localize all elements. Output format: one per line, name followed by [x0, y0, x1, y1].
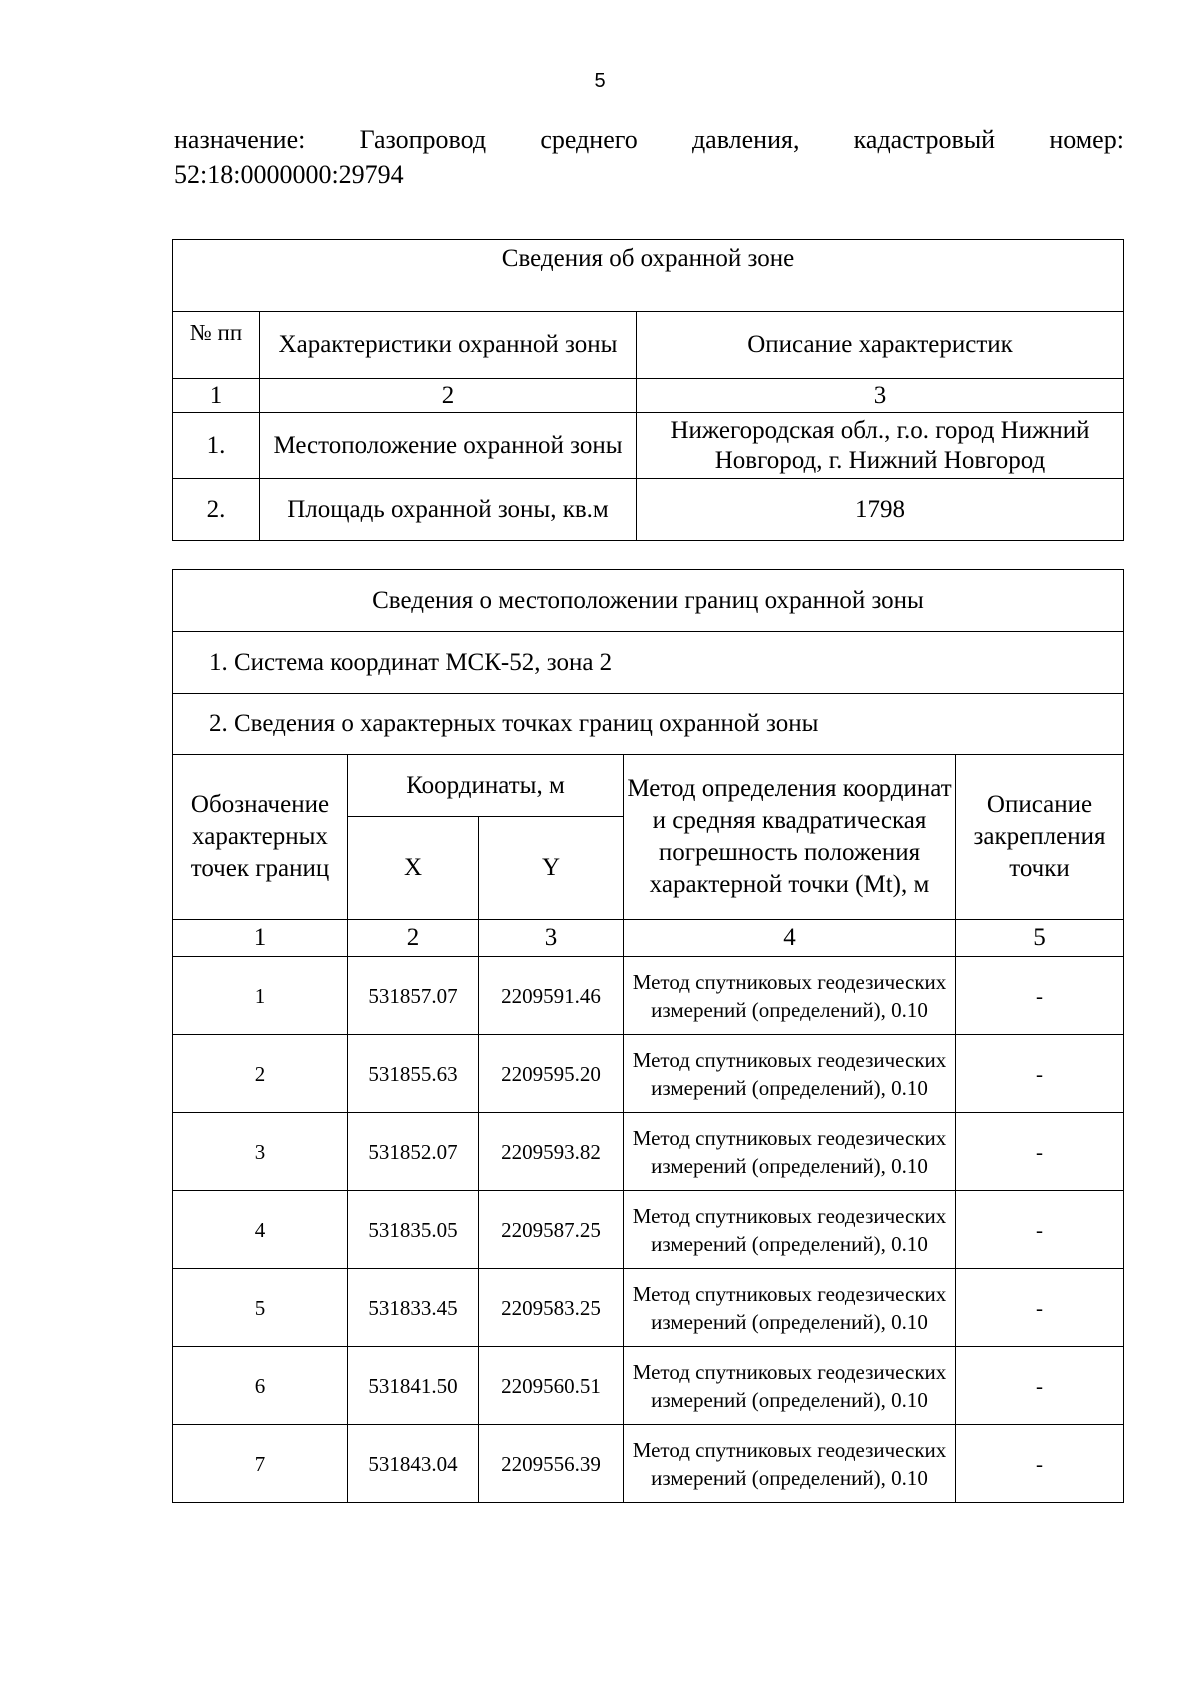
description-cell: Нижегородская обл., г.о. город Нижний Новгород, г. Нижний Новгород [637, 413, 1124, 479]
table-row [173, 957, 1124, 1035]
column-number-cell: 5 [956, 920, 1124, 957]
method-cell: Метод спутниковых геодезических измерений (определений), 0.10 [624, 957, 956, 1035]
point-cell: 7 [173, 1425, 348, 1503]
fixing-cell: - [956, 1035, 1124, 1113]
point-cell: 2 [173, 1035, 348, 1113]
y-coordinate-cell: 2209591.46 [479, 957, 624, 1035]
point-cell: 1 [173, 957, 348, 1035]
fixing-cell: - [956, 1347, 1124, 1425]
column-number-cell: 1 [173, 920, 348, 957]
fixing-cell: - [956, 1191, 1124, 1269]
column-number-cell: 2 [348, 920, 479, 957]
x-coordinate-cell: 531852.07 [348, 1113, 479, 1191]
row-number: 1. [173, 413, 260, 479]
y-coordinate-cell: 2209595.20 [479, 1035, 624, 1113]
zone-table-title: Сведения об охранной зоне [173, 240, 1124, 312]
x-coordinate-cell: 531843.04 [348, 1425, 479, 1503]
intro-word: назначение: [174, 125, 306, 154]
page-number: 5 [594, 70, 606, 92]
characteristic-cell: Площадь охранной зоны, кв.м [260, 479, 637, 541]
column-number-cell: 1 [173, 379, 260, 413]
fixing-cell: - [956, 957, 1124, 1035]
column-number-cell: 4 [624, 920, 956, 957]
fixing-cell: - [956, 1113, 1124, 1191]
header-coordinates: Координаты, м [348, 755, 624, 817]
boundary-table-title: Сведения о местоположении границ охранной зоны [173, 570, 1124, 632]
row-number: 2. [173, 479, 260, 541]
intro-word: среднего [540, 125, 638, 154]
x-coordinate-cell: 531841.50 [348, 1347, 479, 1425]
intro-word: Газопровод [359, 125, 487, 154]
y-coordinate-cell: 2209560.51 [479, 1347, 624, 1425]
fixing-cell: - [956, 1425, 1124, 1503]
point-cell: 5 [173, 1269, 348, 1347]
header-characteristics: Характеристики охранной зоны [260, 312, 637, 379]
method-cell: Метод спутниковых геодезических измерений (определений), 0.10 [624, 1269, 956, 1347]
table-row [173, 1191, 1124, 1269]
header-number: № пп [173, 312, 260, 379]
method-cell: Метод спутниковых геодезических измерений (определений), 0.10 [624, 1347, 956, 1425]
method-cell: Метод спутниковых геодезических измерений (определений), 0.10 [624, 1191, 956, 1269]
intro-word: номер: [1049, 125, 1124, 154]
intro-line-1 [174, 122, 1124, 157]
column-number-cell: 3 [637, 379, 1124, 413]
table-row [173, 1425, 1124, 1503]
zone-info-table [172, 239, 1124, 541]
x-coordinate-cell: 531833.45 [348, 1269, 479, 1347]
table-row [173, 1347, 1124, 1425]
intro-paragraph [174, 122, 1124, 192]
y-coordinate-cell: 2209587.25 [479, 1191, 624, 1269]
column-number-cell: 3 [479, 920, 624, 957]
coordinate-system-row: 1. Система координат МСК-52, зона 2 [173, 632, 1124, 694]
method-cell: Метод спутниковых геодезических измерений (определений), 0.10 [624, 1035, 956, 1113]
header-fixing: Описание закрепления точки [956, 755, 1124, 920]
point-cell: 4 [173, 1191, 348, 1269]
boundary-table [172, 569, 1124, 1503]
y-coordinate-cell: 2209593.82 [479, 1113, 624, 1191]
point-cell: 6 [173, 1347, 348, 1425]
point-cell: 3 [173, 1113, 348, 1191]
column-number-cell: 2 [260, 379, 637, 413]
intro-word: кадастровый [853, 125, 996, 154]
points-body [173, 957, 1124, 1503]
table-row [173, 1269, 1124, 1347]
header-description: Описание характеристик [637, 312, 1124, 379]
intro-word: давления, [691, 125, 800, 154]
x-coordinate-cell: 531835.05 [348, 1191, 479, 1269]
header-designation: Обозначение характерных точек границ [173, 755, 348, 920]
header-y: Y [479, 817, 624, 920]
table-row [173, 1113, 1124, 1191]
fixing-cell: - [956, 1269, 1124, 1347]
header-x: X [348, 817, 479, 920]
table-row [173, 1035, 1124, 1113]
x-coordinate-cell: 531857.07 [348, 957, 479, 1035]
y-coordinate-cell: 2209583.25 [479, 1269, 624, 1347]
points-info-row: 2. Сведения о характерных точках границ охранной зоны [173, 694, 1124, 755]
y-coordinate-cell: 2209556.39 [479, 1425, 624, 1503]
method-cell: Метод спутниковых геодезических измерений (определений), 0.10 [624, 1113, 956, 1191]
method-cell: Метод спутниковых геодезических измерений (определений), 0.10 [624, 1425, 956, 1503]
header-method: Метод определения координат и средняя квадратическая погрешность положения характерной точки (Mt), м [624, 755, 956, 920]
cadastral-number: 52:18:0000000:29794 [174, 160, 404, 189]
description-cell: 1798 [637, 479, 1124, 541]
characteristic-cell: Местоположение охранной зоны [260, 413, 637, 479]
x-coordinate-cell: 531855.63 [348, 1035, 479, 1113]
